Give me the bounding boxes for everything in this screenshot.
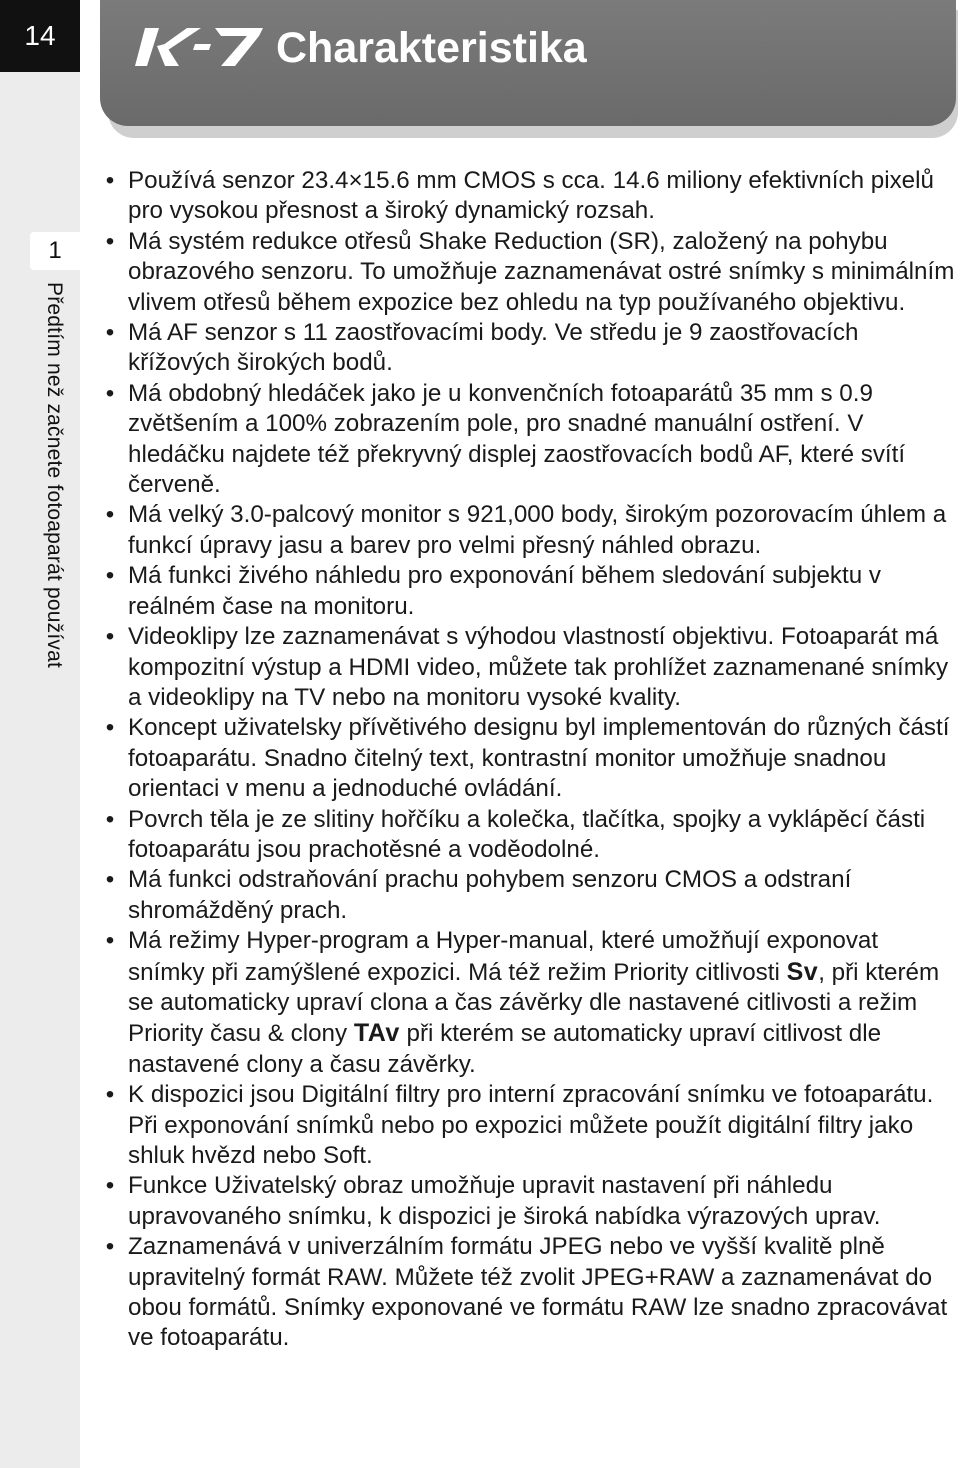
- bullet-marker: •: [105, 227, 115, 255]
- bullet-marker: •: [105, 714, 115, 742]
- list-item-text: Má funkci živého náhledu pro exponování během sledování subjektu v reálném čase na monitoru.: [128, 562, 881, 620]
- side-strip: [0, 0, 80, 1468]
- list-item-text: Má velký 3.0-palcový monitor s 921,000 body, širokým pozorovacím úhlem a funkcí úpravy jasu a barev pro velmi přesný náhled obrazu.: [128, 501, 947, 559]
- list-item-text: Videoklipy lze zaznamenávat s výhodou vlastností objektivu. Fotoaparát má kompozitní výstup a HDMI video, můžete tak prohlížet zaznamenané snímky a videoklipy na TV nebo na monitoru vysoké kvality.: [128, 623, 949, 711]
- list-item-text: Má systém redukce otřesů Shake Reduction (SR), založený na pohybu obrazového senzoru. To umožňuje zaznamenávat ostré snímky s minimálním vlivem otřesů během expozice bez ohledu na typ používaného objektivu.: [128, 227, 955, 316]
- list-item-text: Povrch těla je ze slitiny hořčíku a kolečka, tlačítka, spojky a vyklápěcí části fotoaparátu jsou prachotěsné a voděodolné.: [128, 805, 926, 863]
- list-item: [100, 1171, 958, 1232]
- list-item-text: Používá senzor 23.4×15.6 mm CMOS s cca. 14.6 miliony efektivních pixelů pro vysokou přesnost a široký dynamický rozsah.: [128, 167, 934, 225]
- feature-list: [100, 166, 958, 1354]
- list-item: [100, 166, 958, 227]
- sv-mode-symbol: Sv: [786, 957, 819, 986]
- bullet-marker: •: [105, 623, 115, 651]
- list-item-text: Má obdobný hledáček jako je u konvenčních fotoaparátů 35 mm s 0.9 zvětšením a 100% zobrazením pole, pro snadné manuální ostření. V hledáčku najdete též překryvný displej zaostřovacích bodů AF, které svítí červeně.: [128, 379, 906, 499]
- list-item-text: K dispozici jsou Digitální filtry pro interní zpracování snímku ve fotoaparátu. Při exponování snímků nebo po expozici můžete použít digitální filtry jako shluk hvězd nebo Soft.: [128, 1081, 934, 1169]
- list-item-text: při kterém se automaticky upraví citlivost dle nastavené clony a času závěrky.: [128, 1020, 882, 1078]
- page-number-box: [0, 0, 80, 72]
- list-item: [100, 713, 958, 804]
- chapter-number-tab: 1: [30, 232, 80, 270]
- bullet-marker: •: [105, 927, 115, 955]
- list-item-text: Funkce Uživatelský obraz umožňuje upravit nastavení při náhledu upravovaného snímku, k dispozici je široká nabídka výrazových uprav.: [128, 1172, 881, 1230]
- bullet-marker: •: [105, 805, 115, 833]
- k7-logo: [135, 24, 263, 70]
- bullet-marker: •: [105, 379, 115, 407]
- list-item: [100, 227, 958, 318]
- bullet-marker: •: [105, 562, 115, 590]
- list-item: [100, 805, 958, 866]
- list-item: [100, 500, 958, 561]
- list-item: [100, 318, 958, 379]
- bullet-marker: •: [105, 167, 115, 194]
- list-item-modes: [100, 926, 958, 1080]
- list-item: [100, 561, 958, 622]
- page-number: 14: [24, 20, 56, 51]
- bullet-marker: •: [105, 501, 115, 529]
- list-item-text: Zaznamenává v univerzálním formátu JPEG nebo ve vyšší kvalitě plně upravitelný formát RAW. Můžete též zvolit JPEG+RAW a zaznamenávat do obou formátů. Snímky exponované ve formátu RAW lze snadno zpracovávat ve fotoaparátu.: [128, 1233, 948, 1352]
- list-item-text: Má režimy Hyper-program a Hyper-manual, které umožňují exponovat snímky při zamýšlené expozici. Má též režim Priority citlivosti: [128, 927, 879, 986]
- tav-mode-symbol: TAv: [353, 1019, 400, 1048]
- list-item: [100, 622, 958, 713]
- chapter-title: Předtím než začnete fotoaparát používat: [43, 282, 66, 669]
- bullet-marker: •: [105, 866, 115, 894]
- bullet-marker: •: [105, 1081, 115, 1109]
- list-item-text: , při kterém se automaticky upraví clona a čas závěrky dle nastavené citlivosti a režim Priority času & clony: [128, 958, 940, 1048]
- list-item: [100, 1080, 958, 1171]
- page-title: Charakteristika: [276, 24, 587, 72]
- list-item: [100, 865, 958, 926]
- list-item-text: Koncept uživatelsky přívětivého designu byl implementován do různých částí fotoaparátu. Snadno čitelný text, kontrastní monitor umožňuje snadnou orientaci v menu a jednoduché ovládání.: [128, 714, 950, 803]
- bullet-marker: •: [105, 1172, 115, 1200]
- bullet-marker: •: [105, 1233, 115, 1261]
- list-item-text: Má AF senzor s 11 zaostřovacími body. Ve středu je 9 zaostřovacích křížových širokých bodů.: [128, 319, 859, 377]
- list-item-text: Má funkci odstraňování prachu pohybem senzoru CMOS a odstraní shromážděný prach.: [128, 866, 852, 924]
- list-item: [100, 379, 958, 501]
- bullet-marker: •: [105, 319, 115, 347]
- list-item: [100, 1232, 958, 1354]
